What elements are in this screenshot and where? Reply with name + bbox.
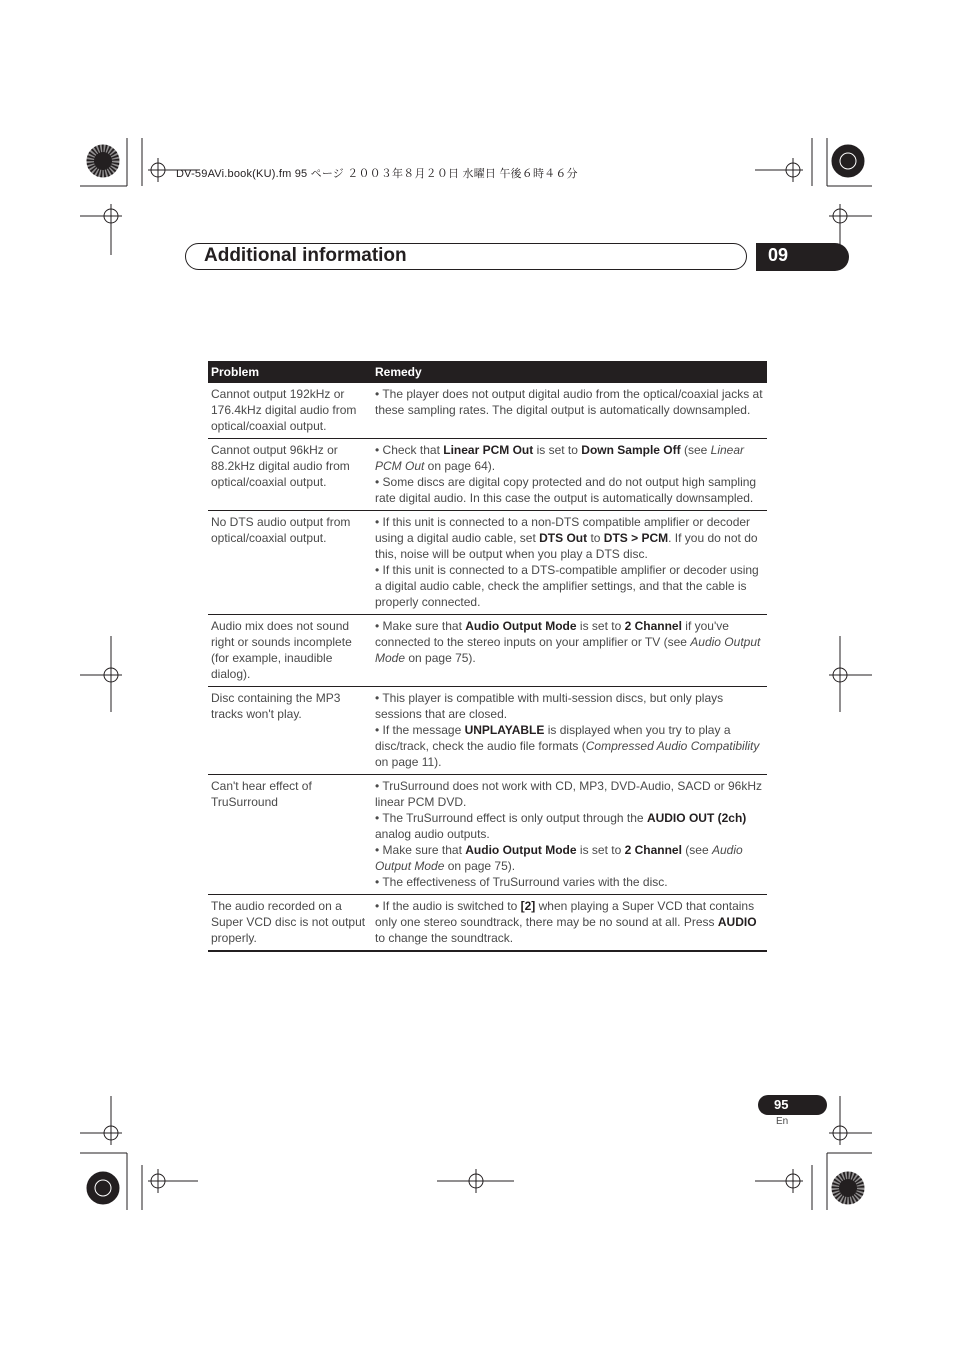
table-row	[208, 775, 767, 895]
table-row	[208, 895, 767, 952]
remedy-bullet	[375, 778, 764, 810]
bold-term: [2]	[520, 899, 536, 913]
remedy-text: analog audio outputs.	[375, 827, 490, 841]
remedy-cell	[372, 383, 767, 439]
remedy-bullet	[375, 810, 764, 842]
remedy-bullet	[375, 514, 764, 562]
table-row	[208, 615, 767, 687]
table-row	[208, 439, 767, 511]
remedy-bullet	[375, 386, 764, 418]
column-header-remedy: Remedy	[372, 361, 767, 383]
page-number: 95	[774, 1097, 789, 1112]
remedy-text: • If this unit is connected to a DTS-compatible amplifier or decoder using a digital audio cable, check the amplifier settings, and that the cable is properly connected.	[375, 563, 759, 609]
remedy-text: • TruSurround does not work with CD, MP3, DVD-Audio, SACD or 96kHz linear PCM DVD.	[375, 779, 763, 809]
remedy-text: if you've connected to the stereo inputs on your amplifier or TV (see	[375, 619, 729, 649]
problem-cell: Cannot output 192kHz or 176.4kHz digital audio from optical/coaxial output.	[208, 383, 372, 439]
bold-term: Audio Output Mode	[465, 843, 577, 857]
bold-term: AUDIO OUT (2ch)	[646, 811, 747, 825]
remedy-text: . If you do not do this, noise will be output when you play a DTS disc.	[375, 531, 758, 561]
starburst-icon-top-right	[832, 145, 864, 177]
remedy-bullet	[375, 842, 764, 874]
problem-cell: Audio mix does not sound right or sounds incomplete (for example, inaudible dialog).	[208, 615, 372, 687]
bold-term: 2 Channel	[624, 843, 682, 857]
problem-cell: Cannot output 96kHz or 88.2kHz digital audio from optical/coaxial output.	[208, 439, 372, 511]
chapter-badge	[756, 243, 849, 271]
problem-cell: Can't hear effect of TruSurround	[208, 775, 372, 895]
remedy-bullet	[375, 898, 764, 946]
remedy-text: to change the soundtrack.	[375, 931, 514, 945]
remedy-text: to	[587, 531, 604, 545]
remedy-text: • Make sure that	[375, 619, 466, 633]
remedy-text: • If the message	[375, 723, 465, 737]
remedy-text: • Make sure that	[375, 843, 466, 857]
remedy-text: • The effectiveness of TruSurround varies with the disc.	[375, 875, 668, 889]
starburst-icon-bottom-left	[87, 1172, 119, 1204]
remedy-bullet	[375, 442, 764, 474]
column-header-problem: Problem	[208, 361, 372, 383]
problem-cell: No DTS audio output from optical/coaxial output.	[208, 511, 372, 615]
table-body	[208, 383, 767, 951]
remedy-text: is displayed when you try to play a disc/track, check the audio file formats (	[375, 723, 731, 753]
italic-reference: Linear PCM Out	[375, 443, 744, 473]
file-header: DV-59AVi.book(KU).fm 95 ページ ２００３年８月２０日 水曜日 午後６時４６分	[176, 168, 578, 180]
remedy-text: on page 75).	[444, 859, 516, 873]
remedy-cell	[372, 511, 767, 615]
remedy-text: is set to	[533, 443, 582, 457]
italic-reference: Compressed Audio Compatibility	[585, 739, 760, 753]
remedy-bullet	[375, 874, 764, 890]
bold-term: Audio Output Mode	[465, 619, 577, 633]
remedy-bullet	[375, 722, 764, 770]
remedy-text: on page 11).	[375, 755, 442, 769]
bold-term: DTS > PCM	[603, 531, 669, 545]
remedy-text: • If the audio is switched to	[375, 899, 521, 913]
bold-term: 2 Channel	[624, 619, 682, 633]
bold-term: AUDIO	[717, 915, 757, 929]
remedy-cell	[372, 439, 767, 511]
remedy-bullet	[375, 618, 764, 666]
bold-term: Down Sample Off	[581, 443, 681, 457]
remedy-text: on page 75).	[405, 651, 476, 665]
bold-term: Linear PCM Out	[443, 443, 534, 457]
italic-reference: Audio Output Mode	[375, 635, 761, 665]
starburst-icon-bottom-right	[832, 1172, 864, 1204]
remedy-text: • If this unit is connected to a non-DTS compatible amplifier or decoder using a digital audio cable, set	[375, 515, 751, 545]
remedy-cell	[372, 775, 767, 895]
bold-term: DTS Out	[539, 531, 588, 545]
remedy-text: on page 64).	[424, 459, 496, 473]
troubleshooting-table	[208, 361, 767, 952]
remedy-cell	[372, 615, 767, 687]
remedy-text: when playing a Super VCD that contains only one stereo soundtrack, there may be no sound at all. Press	[375, 899, 755, 929]
remedy-text: is set to	[576, 619, 625, 633]
chapter-number: 09	[768, 245, 789, 265]
problem-cell: The audio recorded on a Super VCD disc is not output properly.	[208, 895, 372, 952]
remedy-text: • Check that	[375, 443, 444, 457]
page-title: Additional information	[204, 245, 407, 266]
bold-term: UNPLAYABLE	[464, 723, 545, 737]
remedy-text: (see	[680, 443, 711, 457]
remedy-bullet	[375, 562, 764, 610]
remedy-text: • The TruSurround effect is only output through the	[375, 811, 647, 825]
chapter-title-bar	[185, 243, 747, 270]
remedy-text: is set to	[576, 843, 625, 857]
table-row	[208, 687, 767, 775]
remedy-text: (see	[681, 843, 712, 857]
italic-reference: Audio Output Mode	[375, 843, 743, 873]
remedy-text: • Some discs are digital copy protected and do not output high sampling rate digital audio. In this case the output is automatically downsampled.	[375, 475, 757, 505]
table-row	[208, 383, 767, 439]
remedy-bullet	[375, 690, 764, 722]
page-number-badge	[758, 1095, 827, 1115]
table-row	[208, 511, 767, 615]
remedy-cell	[372, 687, 767, 775]
table-header-row	[208, 361, 767, 383]
problem-cell: Disc containing the MP3 tracks won't play.	[208, 687, 372, 775]
remedy-text: • The player does not output digital audio from the optical/coaxial jacks at these sampling rates. The digital output is automatically downsampled.	[375, 387, 763, 417]
starburst-icon-top-left	[87, 145, 119, 177]
remedy-bullet	[375, 474, 764, 506]
remedy-text: • This player is compatible with multi-session discs, but only plays sessions that are closed.	[375, 691, 724, 721]
language-code: En	[776, 1116, 789, 1127]
remedy-cell	[372, 895, 767, 952]
